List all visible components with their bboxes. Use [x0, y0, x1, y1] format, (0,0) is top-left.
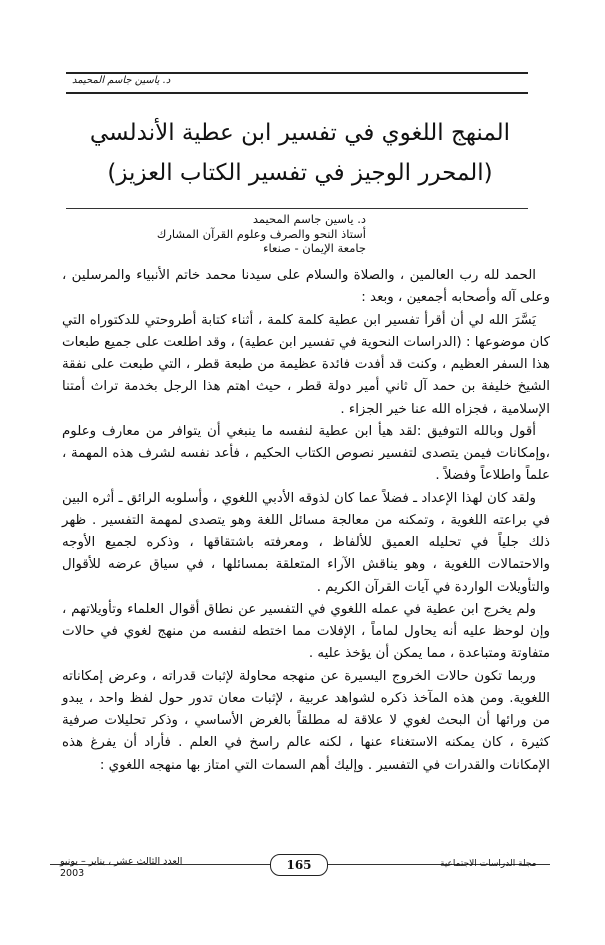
- footer-journal: مجلة الدراسات الاجتماعية: [440, 859, 537, 869]
- paragraph: الحمد لله رب العالمين ، والصلاة والسلام على سيدنا محمد خاتم الأنبياء والمرسلين ، وعلى آله وأصحابه أجمعين ، وبعد :: [62, 268, 550, 306]
- author-affiliation: جامعة الإيمان - صنعاء: [263, 241, 366, 255]
- running-header: [66, 72, 528, 94]
- article-body: [62, 265, 550, 777]
- paragraph: يَسَّرَ الله لي أن أقرأ تفسير ابن عطية كلمة كلمة ، أثناء كتابة أطروحتي للدكتوراه التي كان موضوعها : (الدراسات النحوية في تفسير ابن عطية) ، وقد اطلعت على جميع طبعات هذا السفر العظيم ، وكنت قد أفدت فائدة عظيمة من طبعة قطر ، التي طبعت على نفقة الشيخ خليفة بن حمد آل ثاني أمير دولة قطر ، حيث اهتم هذا الرجل بخدمة تراث أمتنا الإسلامية ، فجزاه الله عنا خير الجزاء .: [62, 312, 550, 417]
- paragraph: ولم يخرج ابن عطية في عمله اللغوي في التفسير عن نطاق أقوال العلماء وتأويلاتهم ، وإن لوحظ عليه أنه يحاول لماماً ، الإفلات مما اختطه لنفسه من منهج لغوي في حالات متفاوتة ومتباعدة ، مما يمكن أن يؤخذ عليه .: [62, 601, 550, 662]
- footer-issue: العدد الثالث عشر ، يناير – يونيو: [60, 856, 183, 867]
- author-name: د. ياسين جاسم المحيمد: [252, 212, 366, 226]
- footer-year: 2003: [60, 868, 85, 879]
- page-number: 165: [270, 854, 328, 876]
- paragraph: أقول وبالله التوفيق :لقد هيأ ابن عطية لنفسه ما ينبغي أن يتوافر من معارف وعلوم ،وإمكانات فيمن يتصدى لتفسير نصوص الكتاب الحكيم ، فأعد نفسه لشرف هذه المهمة ، علماً واطلاعاً وفضلاً .: [62, 423, 550, 484]
- title-divider: [66, 208, 528, 209]
- author-position: أستاذ النحو والصرف وعلوم القرآن المشارك: [156, 226, 366, 241]
- paragraph: وربما تكون حالات الخروج اليسيرة عن منهجه محاولة لإثبات قدراته ، وعرض إمكاناته اللغوية. ومن هذه المآخذ ذكره لشواهد عربية ، لإثبات معان تدور حول لفظ واحد ، يبدو من ورائها أن البحث لغوي لا علاقة له مطلقاً بالغرض الأساسي ، وذكر تحليلات صرفية كثيرة ، كان يمكنه الاستغناء عنها ، لكنه عالم راسخ في العلم . فأراد أن يفرغ هذه الإمكانات والقدرات في التفسير . وإليك أهم السمات التي امتاز بها منهجه اللغوي :: [62, 668, 550, 773]
- header-author: د. ياسين جاسم المحيمد: [72, 75, 171, 86]
- author-info: [66, 212, 366, 256]
- article-subtitle: (المحرر الوجيز في تفسير الكتاب العزيز): [107, 160, 493, 186]
- article-title: المنهج اللغوي في تفسير ابن عطية الأندلسي: [89, 120, 511, 146]
- paragraph: ولقد كان لهذا الإعداد ـ فضلاً عما كان لذوقه الأدبي اللغوي ، وأسلوبه الرائق ـ أثره البين في براعته اللغوية ، وتمكنه من معالجة مسائل اللغة وهو يتصدى لمهمة التفسير . ظهر ذلك جلياً في تحليله العميق للألفاظ ، ومعرفته باشتقاقها ، وذكره لجميع الأوجه والاحتمالات اللغوية ، وهو يناقش الآراء المتعلقة بمسائلها ، في سياق عرضه للأقوال والتأويلات الواردة في آيات القرآن الكريم .: [62, 490, 550, 595]
